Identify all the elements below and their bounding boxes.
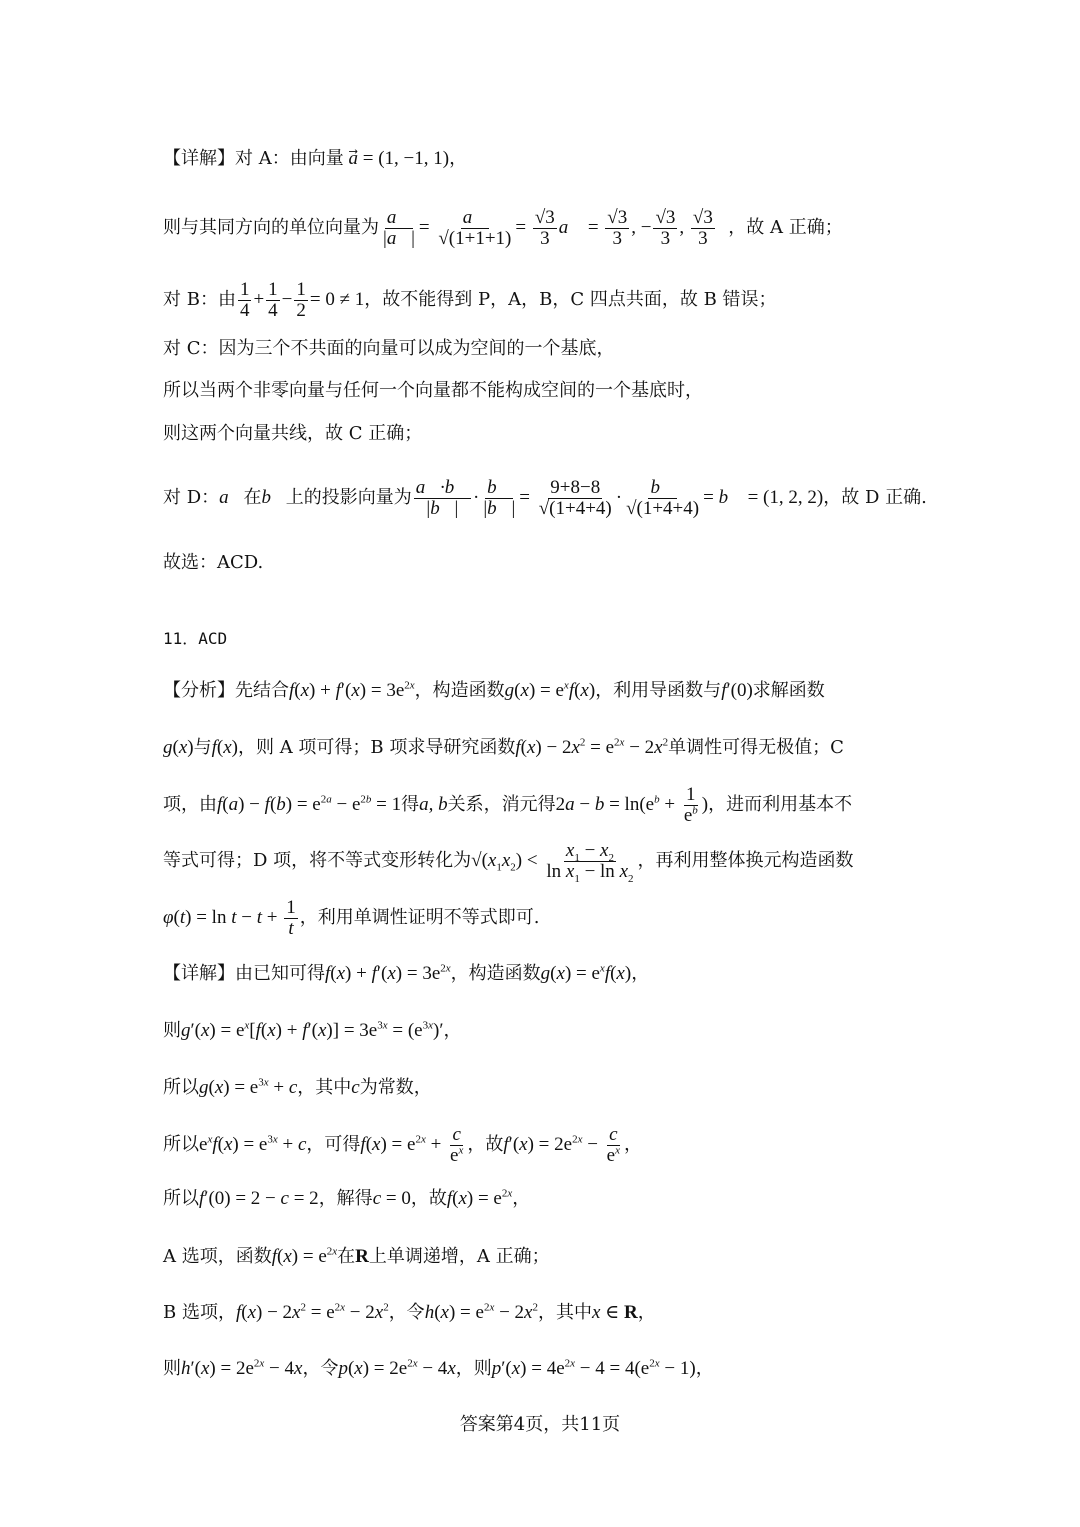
text-line: 【详解】对 A：由向量 a⃗ = (1, −1, 1) ， bbox=[163, 148, 468, 169]
text-line: B 选项， $f(x) - 2x^2 = e^{2x} - 2x^2$ ，令 $h(x) = e^{2x} - 2x^2$ ，其中 x ∈ R ， bbox=[163, 1301, 656, 1323]
text-line: 则 $h'(x) = 2e^{2x} - 4x$ ，令 $p(x) = 2e^{2x} - 4x$ ，则 $p'(x) = 4e^{2x} - 4 = 4(e^{2x} - 1)$ ， bbox=[163, 1357, 714, 1379]
text-line: 【分析】先结合 $f(x) + f'(x) = 3e^{2x}$ ，构造函数 $g(x) = e^xf(x)$ ，利用导函数与 f′(0) 求解函数 bbox=[163, 679, 825, 701]
text-line: A 选项，函数 $f(x) = e^{2x}$ 在 R 上单调递增，A 正确； bbox=[163, 1245, 550, 1267]
text-line: 故选：ACD. bbox=[163, 552, 264, 573]
text-line: 所以 $g(x) = e^{3x} + c$ ，其中 c 为常数， bbox=[163, 1076, 432, 1098]
text-line: 对 B：由 $\frac{1}{4}$ + $\frac{1}{4}$ − $\frac{1}{2}$ = 0 ≠ 1 ，故不能得到 P，A，B，C 四点共面，故 B 错误； bbox=[163, 278, 777, 321]
question-number: 11．ACD bbox=[163, 629, 228, 648]
text-line: 则与其同方向的单位向量为 $\frac{a⃗}{|a⃗|}$ = $\frac{a⃗}{√(1+1+1)}$ = $\frac{√3}{3}$ a⃗ = $\frac{√3}{3}$ , − $\frac{√3}{3}$ , $\frac{√3}{3}$ ，故 A 正确； bbox=[163, 206, 843, 249]
text-line: 则这两个向量共线，故 C 正确； bbox=[163, 423, 423, 444]
text-line: g(x) 与 f(x) ，则 A 项可得；B 项求导研究函数 $f(x) - 2x^2 = e^{2x} - 2x^2$ 单调性可得无极值；C bbox=[163, 736, 844, 758]
text-line: 项，由 $f(a) - f(b) = e^{2a} - e^{2b} = 1$ 得 a, b 关系，消元得 $2a - b = \ln(e^b$ + $\frac{1}{e^b}$ ) ，进而利用基本不 bbox=[163, 783, 853, 826]
text-line: 等式可得；D 项，将不等式变形转化为 $√(x_1x_2)$ < $\frac{x_1 - x_2}{\ln x_1 - \ln x_2}$ ，再利用整体换元构造函数 bbox=[163, 839, 854, 885]
text-line: 所以 $e^xf(x) = e^{3x} + c$ ，可得 $f(x) = e^{2x}$ + $\frac{c}{e^x}$ ，故 $f'(x) = 2e^{2x}$ − $\frac{c}{e^x}$ ， bbox=[163, 1123, 642, 1166]
text-line: 【详解】由已知可得 $f(x) + f'(x) = 3e^{2x}$ ，构造函数 $g(x) = e^xf(x)$ ， bbox=[163, 962, 650, 984]
text-line: φ(t) = ln t − t + $\frac{1}{t}$ ，利用单调性证明不等式即可. bbox=[163, 896, 540, 939]
text-line: 对 D： a⃗ 在 b⃗ 上的投影向量为 $\frac{a⃗\cdot b⃗}{|b⃗|}$ · $\frac{b⃗}{|b⃗|}$ = $\frac{9+8-8}{√(1+4+4)}$ · $\frac{b⃗}{√(1+4+4)}$ = b⃗ = (1, 2, 2) ，故 D 正确. bbox=[163, 476, 927, 519]
page-footer: 答案第4页，共11页 bbox=[459, 1414, 621, 1435]
text-line: 对 C：因为三个不共面的向量可以成为空间的一个基底， bbox=[163, 338, 615, 359]
text-line: 所以 f′(0) = 2 − c = 2 ，解得 c = 0 ，故 $f(x) = e^{2x}$ ， bbox=[163, 1187, 531, 1209]
text-line: 所以当两个非零向量与任何一个向量都不能构成空间的一个基底时， bbox=[163, 380, 703, 401]
text-line: 则 $g'(x) = e^x[f(x) + f'(x)] = 3e^{3x} = (e^{3x})'$ ， bbox=[163, 1019, 462, 1041]
